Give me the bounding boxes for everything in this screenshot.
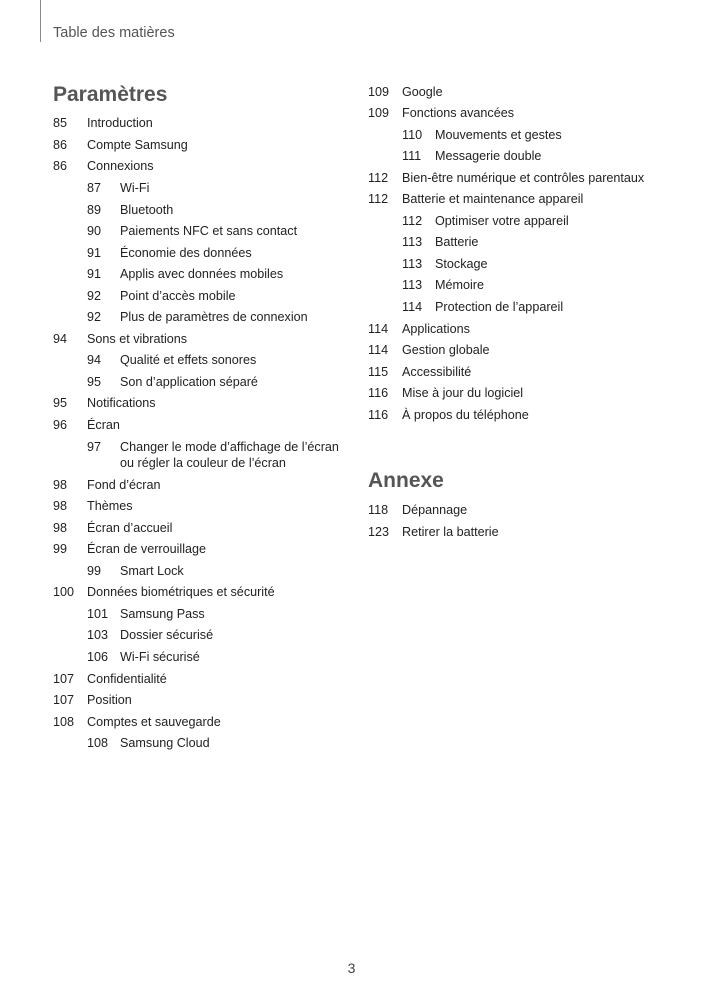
- toc-page-number: 108: [53, 715, 75, 729]
- toc-entry-title: Thèmes: [87, 499, 133, 513]
- toc-page-number: 95: [53, 396, 68, 410]
- section-heading-parametres: Paramètres: [53, 83, 168, 106]
- toc-page-number: 85: [53, 116, 68, 130]
- toc-entry-title: Écran de verrouillage: [87, 542, 207, 556]
- toc-entry-title: À propos du téléphone: [402, 408, 529, 422]
- toc-page-number: 99: [53, 542, 68, 556]
- toc-entry-title: Son d’application séparé: [120, 375, 258, 389]
- toc-entry-title: Données biométriques et sécurité: [87, 585, 275, 599]
- toc-page-number: 107: [53, 693, 75, 707]
- toc-page-number: 109: [368, 85, 390, 99]
- toc-page-number: 108: [87, 736, 109, 750]
- toc-entry-title: Notifications: [87, 396, 156, 410]
- toc-entry-title: Wi-Fi sécurisé: [120, 650, 200, 664]
- toc-entry-title: Point d’accès mobile: [120, 289, 236, 303]
- toc-page-number: 92: [87, 310, 102, 324]
- toc-page-number: 114: [402, 300, 423, 314]
- toc-entry-title: Écran: [87, 418, 120, 432]
- toc-entry-title: Samsung Cloud: [120, 736, 210, 750]
- toc-page-number: 90: [87, 224, 102, 238]
- toc-page-number: 113: [402, 278, 423, 292]
- toc-entry-title: Stockage: [435, 257, 488, 271]
- page-number: 3: [347, 960, 356, 976]
- toc-entry-title: Qualité et effets sonores: [120, 353, 257, 367]
- toc-page-number: 87: [87, 181, 102, 195]
- toc-entry-title: Wi-Fi: [120, 181, 150, 195]
- toc-page-number: 103: [87, 628, 109, 642]
- toc-page-number: 98: [53, 521, 68, 535]
- toc-page-number: 109: [368, 106, 390, 120]
- toc-page-number: 97: [87, 440, 102, 454]
- toc-entry-title: Messagerie double: [435, 149, 542, 163]
- toc-entry-title: Sons et vibrations: [87, 332, 188, 346]
- page-header-title: Table des matières: [53, 25, 175, 41]
- toc-entry-title: Optimiser votre appareil: [435, 214, 569, 228]
- toc-entry-title: Confidentialité: [87, 672, 167, 686]
- toc-entry-title: Compte Samsung: [87, 138, 188, 152]
- toc-page-number: 116: [368, 408, 389, 422]
- toc-page-number: 89: [87, 203, 102, 217]
- toc-page-number: 91: [87, 246, 102, 260]
- toc-page-number: 94: [53, 332, 68, 346]
- toc-entry-title: Samsung Pass: [120, 607, 205, 621]
- header-divider: [40, 0, 41, 42]
- toc-entry-title: Plus de paramètres de connexion: [120, 310, 308, 324]
- toc-page-number: 106: [87, 650, 109, 664]
- toc-entry-title: Applications: [402, 322, 470, 336]
- toc-page-number: 86: [53, 159, 68, 173]
- toc-page-number: 110: [402, 128, 423, 142]
- toc-page-number: 101: [87, 607, 109, 621]
- toc-page-number: 99: [87, 564, 102, 578]
- toc-entry-title: Dossier sécurisé: [120, 628, 214, 642]
- toc-entry-title: Mise à jour du logiciel: [402, 386, 524, 400]
- toc-page-number: 100: [53, 585, 75, 599]
- toc-entry-title: Gestion globale: [402, 343, 490, 357]
- toc-entry-title: Changer le mode d’affichage de l’écran: [120, 440, 339, 454]
- toc-entry-title: Bluetooth: [120, 203, 174, 217]
- toc-entry-title: Fond d’écran: [87, 478, 161, 492]
- toc-page-number: 112: [368, 171, 389, 185]
- toc-entry-title: Mémoire: [435, 278, 484, 292]
- toc-entry-title: Accessibilité: [402, 365, 472, 379]
- toc-entry-title: Fonctions avancées: [402, 106, 515, 120]
- toc-page-number: 96: [53, 418, 68, 432]
- toc-page-number: 86: [53, 138, 68, 152]
- toc-entry-title: Comptes et sauvegarde: [87, 715, 221, 729]
- toc-page-number: 116: [368, 386, 389, 400]
- toc-page-number: 114: [368, 322, 389, 336]
- toc-page-number: 107: [53, 672, 75, 686]
- toc-entry-title: Google: [402, 85, 443, 99]
- toc-entry-title: Smart Lock: [120, 564, 184, 578]
- toc-page-number: 91: [87, 267, 102, 281]
- toc-page-number: 123: [368, 525, 390, 539]
- toc-entry-title: Économie des données: [120, 246, 252, 260]
- toc-page-number: 112: [368, 192, 389, 206]
- toc-page-number: 115: [368, 365, 389, 379]
- toc-page-number: 95: [87, 375, 102, 389]
- toc-entry-title-continued: ou régler la couleur de l’écran: [120, 456, 286, 470]
- toc-entry-title: Position: [87, 693, 132, 707]
- toc-page-number: 111: [402, 149, 422, 163]
- toc-page-number: 94: [87, 353, 102, 367]
- toc-entry-title: Applis avec données mobiles: [120, 267, 284, 281]
- toc-entry-title: Batterie et maintenance appareil: [402, 192, 584, 206]
- toc-page-number: 112: [402, 214, 423, 228]
- toc-page-number: 118: [368, 503, 389, 517]
- toc-entry-title: Dépannage: [402, 503, 468, 517]
- toc-entry-title: Batterie: [435, 235, 479, 249]
- toc-entry-title: Connexions: [87, 159, 154, 173]
- toc-entry-title: Écran d’accueil: [87, 521, 173, 535]
- toc-entry-title: Protection de l’appareil: [435, 300, 564, 314]
- toc-entry-title: Retirer la batterie: [402, 525, 499, 539]
- toc-page-number: 113: [402, 235, 423, 249]
- toc-entry-title: Mouvements et gestes: [435, 128, 562, 142]
- toc-page-number: 92: [87, 289, 102, 303]
- toc-entry-title: Introduction: [87, 116, 153, 130]
- toc-page-number: 98: [53, 499, 68, 513]
- toc-page-number: 98: [53, 478, 68, 492]
- toc-page-number: 113: [402, 257, 423, 271]
- toc-entry-title: Bien-être numérique et contrôles parentaux: [402, 171, 645, 185]
- toc-entry-title: Paiements NFC et sans contact: [120, 224, 298, 238]
- section-heading-annexe: Annexe: [368, 469, 444, 492]
- toc-page-number: 114: [368, 343, 389, 357]
